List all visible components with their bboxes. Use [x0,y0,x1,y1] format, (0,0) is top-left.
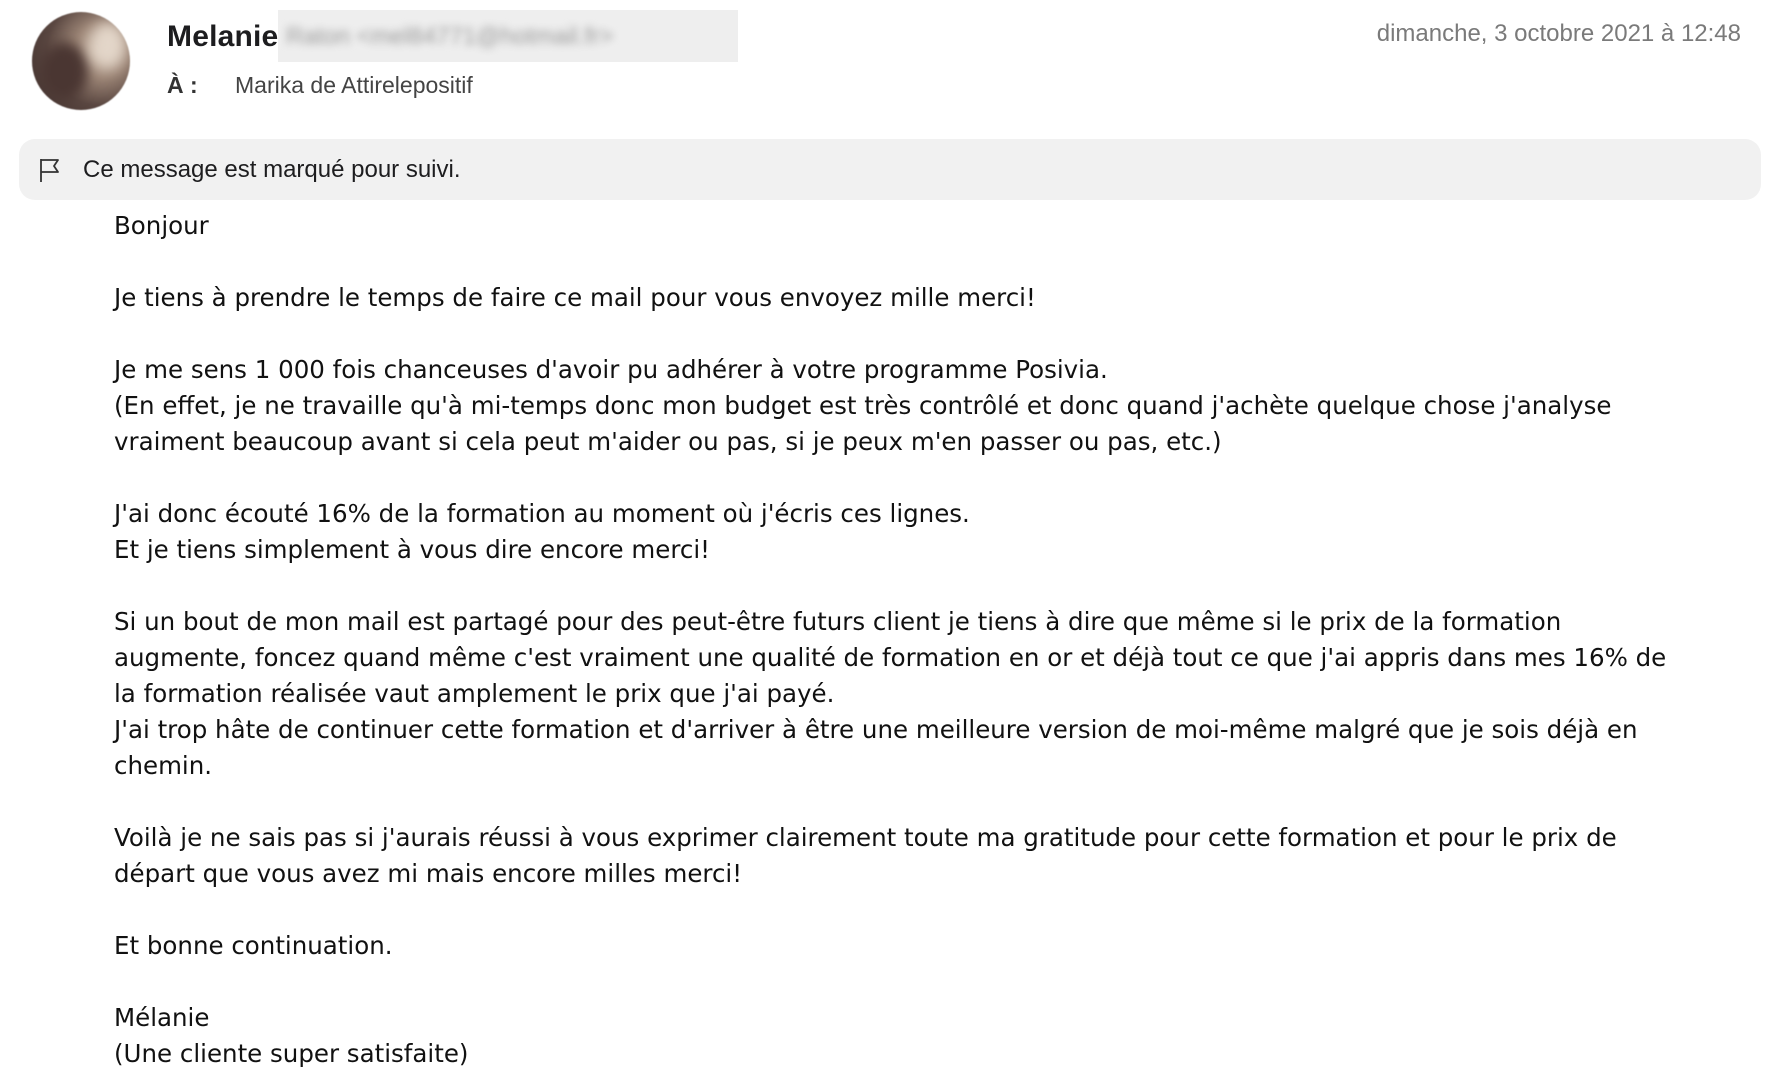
paragraph-2-line-1: Je me sens 1 000 fois chanceuses d'avoir pu adhérer à votre programme Posivia. [114,355,1108,384]
paragraph-4-line-1: Si un bout de mon mail est partagé pour des peut-être futurs client je tiens à dire que même si le prix de la formation [114,607,1562,636]
paragraph-2-line-2: (En effet, je ne travaille qu'à mi-temps donc mon budget est très contrôlé et donc quand j'achète quelque chose j'analyse [114,391,1612,420]
message-date: dimanche, 3 octobre 2021 à 12:48 [1376,20,1741,47]
paragraph-5-line-1: Voilà je ne sais pas si j'aurais réussi à vous exprimer clairement toute ma gratitude pour cette formation et pour le prix de [114,823,1617,852]
paragraph-2-line-3: vraiment beaucoup avant si cela peut m'aider ou pas, si je peux m'en passer ou pas, etc.) [114,427,1222,456]
signature-name: Mélanie [114,1003,210,1032]
followup-text: Ce message est marqué pour suivi. [83,156,461,183]
paragraph-1: Je tiens à prendre le temps de faire ce mail pour vous envoyez mille merci! [114,283,1036,312]
recipient-name[interactable]: Marika de Attirelepositif [235,72,473,98]
sender-avatar [32,12,130,110]
followup-banner [19,139,1761,200]
signature-note: (Une cliente super satisfaite) [114,1039,469,1068]
paragraph-5-line-2: départ que vous avez mi mais encore milles merci! [114,859,743,888]
greeting: Bonjour [114,211,209,240]
paragraph-4-line-3: la formation réalisée vaut amplement le prix que j'ai payé. [114,679,835,708]
paragraph-3-line-1: J'ai donc écouté 16% de la formation au moment où j'écris ces lignes. [114,499,970,528]
flag-icon [38,157,62,183]
sender-name[interactable]: Melanie [167,20,279,53]
sender-email-redacted [278,10,738,62]
sender-email-text: Raton <mel84771@hotmail.fr> [286,23,614,50]
recipient-label: À : [167,72,198,98]
paragraph-6: Et bonne continuation. [114,931,393,960]
paragraph-4-line-5: chemin. [114,751,213,780]
paragraph-3-line-2: Et je tiens simplement à vous dire encore merci! [114,535,710,564]
paragraph-4-line-4: J'ai trop hâte de continuer cette formation et d'arriver à être une meilleure version de moi-même malgré que je sois déjà en [114,715,1638,744]
paragraph-4-line-2: augmente, foncez quand même c'est vraiment une qualité de formation en or et déjà tout ce que j'ai appris dans mes 16% de [114,643,1667,672]
message-body [114,208,1674,1072]
